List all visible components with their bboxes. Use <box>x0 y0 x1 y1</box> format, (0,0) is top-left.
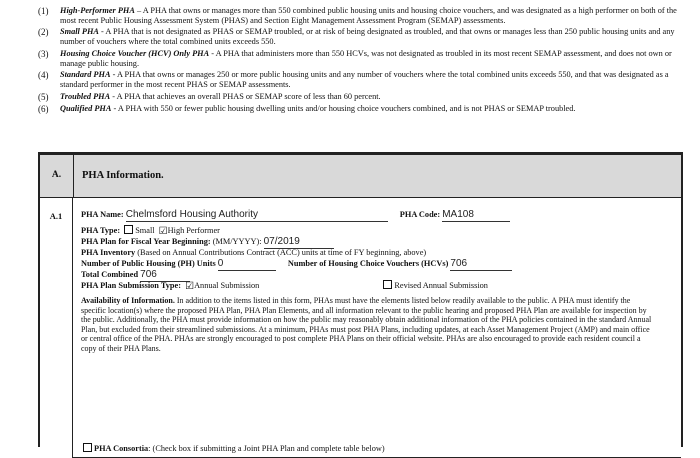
definition-text: – A PHA that owns or manages more than 550 combined public housing units and housing choice vouchers, and was designated as a high performer on both of the most recent Public Housing Assessment System (PHAS) and Section Eight Management Assessment Program (SEMAP) assessments. <box>60 6 677 25</box>
small-checkbox[interactable] <box>124 225 133 234</box>
ph-units-field[interactable]: 0 <box>218 258 276 271</box>
definition-term: High-Performer PHA <box>60 6 135 15</box>
plan-year-format: (MM/YYYY): <box>212 237 262 246</box>
pha-code-label: PHA Code: <box>399 210 441 219</box>
definition-item <box>38 92 678 103</box>
definition-item <box>38 6 678 26</box>
total-label: Total Combined <box>81 270 139 279</box>
pha-name-label: PHA Name: <box>81 210 124 219</box>
plan-year-field[interactable]: 07/2019 <box>264 236 334 249</box>
definition-text: - A PHA that is not designated as PHAS or SEMAP troubled, or at risk of being designated as troubled, and that owns or manages less than 250 public housing units and any number of vouchers where the total combined units exceeds 550. <box>60 27 675 47</box>
section-header <box>40 155 681 198</box>
availability-text: In addition to the items listed in this form, PHAs must have the elements listed below readily available to the public. A PHA must identify the specific location(s) where the proposed PHA Plan, PHA Plan Elements, and all information relevant to the public hearing and proposed PHA Plan are available for inspection by the public. Additionally, the PHA must provide information on how the public may reasonably obtain additional information of the PHA policies contained in the standard Annual Plan, but excluded from their streamlined submissions. At a minimum, PHAs must post PHA Plans, including updates, at each Asset Management Project (AMP) and main office or central office of the PHA. PHAs are strongly encouraged to post complete PHA Plans on their official website. PHAs are also encouraged to provide each resident council a copy of their PHA Plans. <box>81 296 652 353</box>
section-letter: A. <box>40 155 74 197</box>
consortia-line <box>81 443 385 454</box>
consortia-checkbox[interactable] <box>83 443 92 452</box>
submission-line <box>81 280 488 291</box>
availability-title: Availability of Information. <box>81 296 175 305</box>
inventory-note: (Based on Annual Contributions Contract (ACC) units at time of FY beginning, above) <box>137 248 427 257</box>
hcv-label: Number of Housing Choice Vouchers (HCVs) <box>287 259 449 268</box>
pha-type-line <box>81 225 220 236</box>
total-field[interactable]: 706 <box>140 269 190 282</box>
pha-type-label: PHA Type: <box>81 226 121 235</box>
high-performer-checkbox[interactable]: ☑ <box>158 226 168 237</box>
pha-name-line <box>81 209 510 222</box>
definition-item <box>38 27 678 47</box>
pha-information-table <box>38 152 683 454</box>
revised-submission-checkbox[interactable] <box>383 280 392 289</box>
definition-number: (5) <box>38 91 49 102</box>
definition-item <box>38 104 678 115</box>
definition-text: - A PHA that administers more than 550 HCVs, was not designated as troubled in its most recent SEMAP assessment, and does not own or manage public housing. <box>60 48 672 68</box>
definition-term: Housing Choice Voucher (HCV) Only PHA <box>60 48 210 58</box>
definition-number: (4) <box>38 70 49 81</box>
section-a1-row <box>40 198 681 458</box>
plan-year-label: PHA Plan for Fiscal Year Beginning: <box>81 237 211 246</box>
definition-number: (2) <box>38 27 49 38</box>
revised-submission-label: Revised Annual Submission <box>394 281 488 290</box>
inventory-label: PHA Inventory <box>81 248 136 257</box>
annual-submission-checkbox[interactable]: ☑ <box>185 281 195 292</box>
definition-term: Small PHA <box>60 27 99 37</box>
a1-content <box>73 198 681 458</box>
definition-term: Standard PHA <box>60 70 111 80</box>
consortia-text: : (Check box if submitting a Joint PHA Plan and complete table below) <box>148 444 385 454</box>
availability-paragraph <box>81 296 656 354</box>
pha-code-field[interactable]: MA108 <box>442 209 510 222</box>
ph-units-label: Number of Public Housing (PH) Units <box>81 259 216 268</box>
annual-submission-label: Annual Submission <box>194 281 260 290</box>
row-label: A.1 <box>40 198 73 458</box>
pha-name-field[interactable]: Chelmsford Housing Authority <box>126 209 388 222</box>
definition-item <box>38 49 678 69</box>
high-performer-label: High Performer <box>167 226 220 235</box>
definition-number: (3) <box>38 48 49 59</box>
inventory-line <box>81 248 426 258</box>
small-label: Small <box>135 226 155 235</box>
definition-text: - A PHA that achieves an overall PHAS or SEMAP score of less than 60 percent. <box>110 91 381 101</box>
definition-term: Qualified PHA <box>60 103 112 113</box>
definition-text: - A PHA with 550 or fewer public housing dwelling units and/or housing choice vouchers combined, and is not PHAS or SEMAP troubled. <box>111 103 576 113</box>
definition-term: Troubled PHA <box>60 91 111 101</box>
definition-number: (6) <box>38 103 49 114</box>
definition-item <box>38 70 678 90</box>
definition-text: - A PHA that owns or manages 250 or more public housing units and any number of vouchers where the total combined units exceeds 550, and that was designated as a standard performer in the most recent PHAS or SEMAP assessments. <box>60 70 669 90</box>
section-title: PHA Information. <box>82 169 164 181</box>
definition-number: (1) <box>38 6 49 16</box>
submission-label: PHA Plan Submission Type: <box>81 281 181 290</box>
consortia-label: PHA Consortia <box>94 444 149 454</box>
hcv-field[interactable]: 706 <box>450 258 512 271</box>
definitions-list <box>38 6 678 116</box>
